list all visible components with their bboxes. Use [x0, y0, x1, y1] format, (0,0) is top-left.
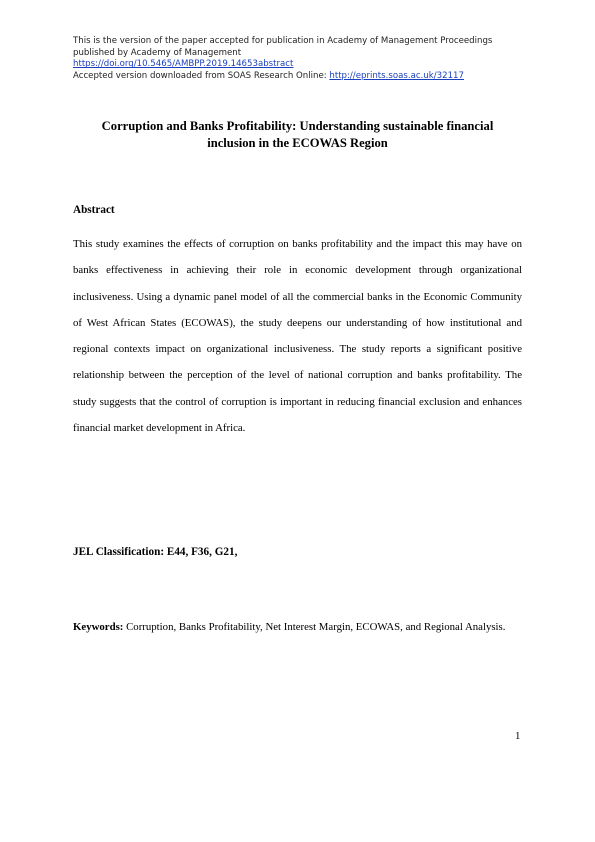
keywords-list: Corruption, Banks Profitability, Net Interest Margin, ECOWAS, and Regional Analysis. — [123, 621, 506, 633]
notice-line-accepted: This is the version of the paper accepted for publication in Academy of Management Proceedings — [73, 36, 493, 46]
notice-line-repository — [73, 71, 533, 83]
notice-line-publisher: published by Academy of Management — [73, 47, 242, 58]
repository-link[interactable]: http://eprints.soas.ac.uk/32117 — [329, 71, 464, 82]
page-number: 1 — [515, 730, 521, 742]
abstract-heading: Abstract — [73, 204, 115, 216]
publication-notice-header — [73, 36, 533, 83]
paper-title-line-1: Corruption and Banks Profitability: Understanding sustainable financial — [101, 119, 494, 133]
paper-title-line-2: inclusion in the ECOWAS Region — [207, 136, 388, 150]
jel-classification: JEL Classification: E44, F36, G21, — [73, 546, 238, 558]
doi-link[interactable]: https://doi.org/10.5465/AMBPP.2019.14653abstract — [73, 59, 294, 70]
abstract-body: This study examines the effects of corruption on banks profitability and the impact this may have on banks effectiveness in achieving their role in economic development through organizational inclusiveness. Using a dynamic panel model of all the commercial banks in the Economic Community of West African States (ECOWAS), the study deepens our understanding of how institutional and regional contexts impact on organizational inclusiveness. The study reports a significant positive relationship between the perception of the level of national corruption and banks profitability. The study suggests that the control of corruption is important in reducing financial exclusion and enhances financial market development in Africa. — [73, 238, 522, 435]
paper-title — [73, 118, 522, 152]
keywords — [73, 620, 522, 636]
keywords-label: Keywords: — [73, 621, 124, 633]
repository-prefix: Accepted version downloaded from SOAS Research Online: — [73, 71, 330, 82]
